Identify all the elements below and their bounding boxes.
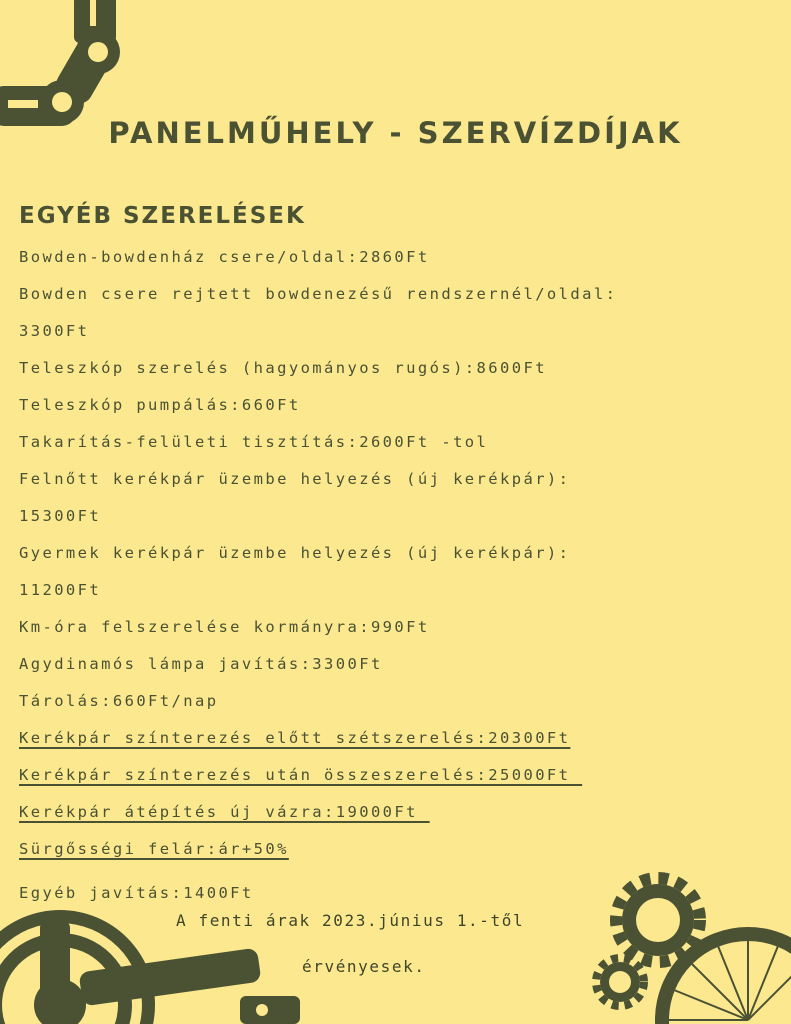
price-line: 3300Ft (19, 322, 90, 340)
price-line: 15300Ft (19, 507, 102, 525)
price-line: Agydinamós lámpa javítás:3300Ft (19, 655, 383, 673)
validity-note-line-1: A fenti árak 2023.június 1.-től (176, 911, 525, 930)
price-line-underlined: Kerékpár átépítés új vázra:19000Ft (19, 803, 430, 821)
section-title: EGYÉB SZERELÉSEK (19, 203, 306, 229)
price-line: Tárolás:660Ft/nap (19, 692, 219, 710)
price-line: Km-óra felszerelése kormányra:990Ft (19, 618, 430, 636)
price-line: Bowden csere rejtett bowdenezésű rendszernél/oldal: (19, 285, 618, 303)
price-line: Gyermek kerékpár üzembe helyezés (új kerékpár): (19, 544, 571, 562)
price-line: Takarítás-felületi tisztítás:2600Ft -tol (19, 433, 489, 451)
gears-icon (580, 870, 791, 1024)
price-line: 11200Ft (19, 581, 102, 599)
price-line: Teleszkóp szerelés (hagyományos rugós):8600Ft (19, 359, 547, 377)
price-line-underlined: Sürgősségi felár:ár+50% (19, 840, 289, 858)
price-line: Teleszkóp pumpálás:660Ft (19, 396, 301, 414)
validity-note-line-2: érvényesek. (302, 957, 426, 976)
price-line: Felnőtt kerékpár üzembe helyezés (új kerékpár): (19, 470, 571, 488)
price-line-underlined: Kerékpár színterezés előtt szétszerelés:20300Ft (19, 729, 571, 747)
price-line: Bowden-bowdenház csere/oldal:2860Ft (19, 248, 430, 266)
price-line-underlined: Kerékpár színterezés után összeszerelés:25000Ft (19, 766, 583, 784)
price-line: Egyéb javítás:1400Ft (19, 884, 254, 902)
page-title: PANELMŰHELY - SZERVÍZDÍJAK (108, 116, 683, 150)
